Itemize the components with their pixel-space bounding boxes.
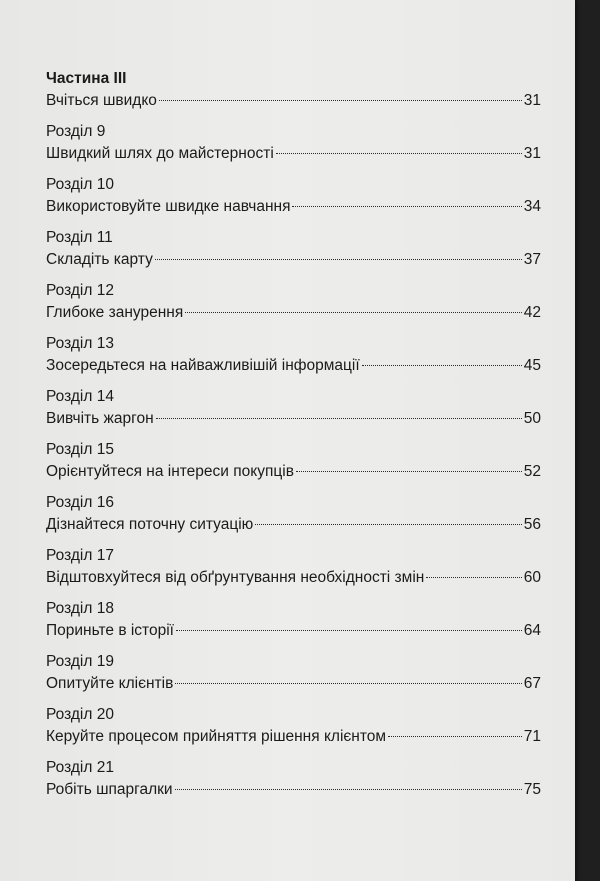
dot-leader	[156, 418, 522, 419]
toc-entry	[46, 334, 541, 376]
dot-leader	[175, 683, 521, 684]
chapter-entry-line	[46, 303, 541, 323]
chapter-entry-line	[46, 462, 541, 482]
page-number: 52	[523, 463, 541, 480]
chapter-entry-line	[46, 144, 541, 164]
dot-leader	[292, 206, 521, 207]
chapter-label: Розділ 17	[46, 547, 114, 564]
page-number: 37	[523, 251, 541, 268]
dot-leader	[388, 736, 522, 737]
chapter-label: Розділ 20	[46, 706, 114, 723]
chapter-label: Розділ 16	[46, 494, 114, 511]
chapter-label: Розділ 13	[46, 335, 114, 352]
chapter-label: Розділ 19	[46, 653, 114, 670]
page-number: 64	[523, 622, 541, 639]
page-number: 31	[523, 92, 541, 109]
chapter-title: Вивчіть жаргон	[46, 410, 154, 427]
page-number: 50	[523, 410, 541, 427]
dot-leader	[426, 577, 521, 578]
toc-entry	[46, 228, 541, 270]
part-entry-title: Вчіться швидко	[46, 92, 157, 109]
chapter-entry-line	[46, 727, 541, 747]
chapter-title: Зосередьтеся на найважливішій інформації	[46, 357, 360, 374]
chapter-title: Швидкий шлях до майстерності	[46, 145, 274, 162]
chapter-entry-line	[46, 568, 541, 588]
toc-entry	[46, 493, 541, 535]
chapter-label: Розділ 15	[46, 441, 114, 458]
page-number: 34	[523, 198, 541, 215]
chapter-label: Розділ 12	[46, 282, 114, 299]
dot-leader	[255, 524, 521, 525]
dot-leader	[175, 789, 522, 790]
part-title: Частина III	[46, 70, 127, 87]
toc-entry	[46, 281, 541, 323]
chapter-label: Розділ 21	[46, 759, 114, 776]
chapter-title: Орієнтуйтеся на інтереси покупців	[46, 463, 294, 480]
chapter-entry-line	[46, 780, 541, 800]
page-number: 60	[523, 569, 541, 586]
chapter-title: Використовуйте швидке навчання	[46, 198, 291, 215]
chapter-title: Глибоке занурення	[46, 304, 184, 321]
chapter-title: Керуйте процесом прийняття рішення клієнтом	[46, 728, 387, 745]
dot-leader	[176, 630, 522, 631]
chapter-entry-line	[46, 409, 541, 429]
chapter-entry-line	[46, 515, 541, 535]
toc-entry	[46, 599, 541, 641]
page-number: 71	[523, 728, 541, 745]
chapter-label: Розділ 18	[46, 600, 114, 617]
table-of-contents	[46, 69, 541, 800]
dot-leader	[362, 365, 522, 366]
chapter-entry-line	[46, 621, 541, 641]
toc-entry	[46, 440, 541, 482]
part-entry-line	[46, 91, 541, 111]
page-number: 45	[523, 357, 541, 374]
dot-leader	[159, 100, 522, 101]
chapter-list	[46, 122, 541, 800]
toc-entry	[46, 122, 541, 164]
toc-entry	[46, 758, 541, 800]
page-number: 42	[523, 304, 541, 321]
part-heading	[46, 69, 541, 111]
chapter-title: Відштовхуйтеся від обґрунтування необхідності змін	[46, 569, 425, 586]
dot-leader	[276, 153, 522, 154]
page-number: 67	[523, 675, 541, 692]
toc-entry	[46, 175, 541, 217]
chapter-entry-line	[46, 674, 541, 694]
toc-entry	[46, 546, 541, 588]
chapter-entry-line	[46, 356, 541, 376]
dot-leader	[185, 312, 522, 313]
chapter-label: Розділ 14	[46, 388, 114, 405]
chapter-title: Дізнайтеся поточну ситуацію	[46, 516, 254, 533]
toc-entry	[46, 387, 541, 429]
chapter-title: Опитуйте клієнтів	[46, 675, 174, 692]
chapter-label: Розділ 9	[46, 123, 106, 140]
dot-leader	[296, 471, 522, 472]
chapter-title: Пориньте в історії	[46, 622, 174, 639]
dot-leader	[155, 259, 522, 260]
toc-entry	[46, 652, 541, 694]
toc-entry	[46, 705, 541, 747]
chapter-entry-line	[46, 197, 541, 217]
page-number: 31	[523, 145, 541, 162]
chapter-label: Розділ 11	[46, 229, 113, 246]
chapter-title: Складіть карту	[46, 251, 153, 268]
chapter-entry-line	[46, 250, 541, 270]
chapter-title: Робіть шпаргалки	[46, 781, 173, 798]
page-number: 56	[523, 516, 541, 533]
page-number: 75	[523, 781, 541, 798]
chapter-label: Розділ 10	[46, 176, 114, 193]
